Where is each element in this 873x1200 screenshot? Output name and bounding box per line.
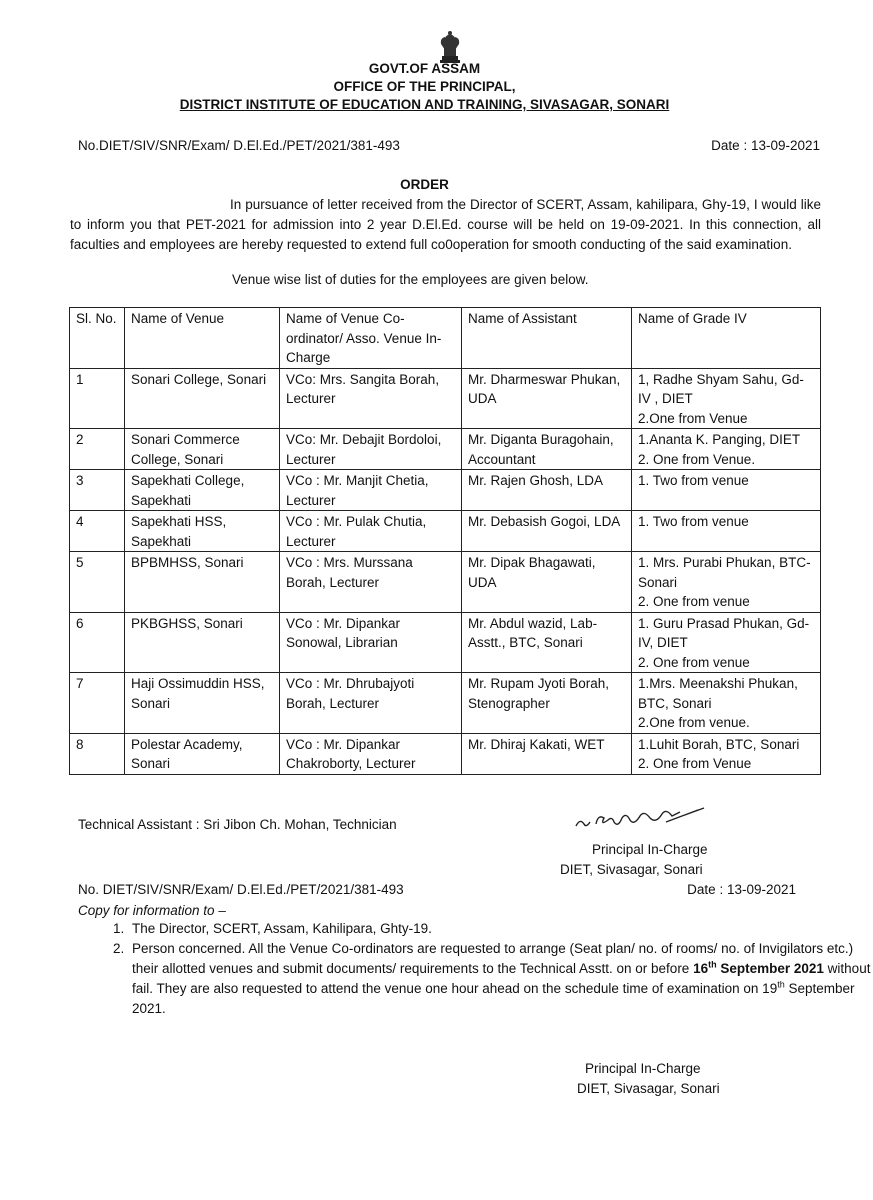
- copy-intro: Copy for information to –: [78, 903, 226, 918]
- cell-assistant: Mr. Rajen Ghosh, LDA: [462, 470, 632, 511]
- table-header-row: [70, 308, 821, 369]
- deadline-day: 16: [693, 961, 709, 976]
- header-coordinator: Name of Venue Co-ordinator/ Asso. Venue In-Charge: [280, 308, 462, 369]
- copy-item: [128, 939, 873, 1019]
- cell-grade4: [632, 470, 821, 511]
- copy-reference-number: No. DIET/SIV/SNR/Exam/ D.El.Ed./PET/2021/381-493: [78, 882, 404, 897]
- header-govt: GOVT.OF ASSAM: [368, 61, 481, 76]
- cell-assistant: Mr. Debasish Gogoi, LDA: [462, 511, 632, 552]
- cell-venue: Polestar Academy, Sonari: [125, 733, 280, 774]
- cell-coordinator: VCo: Mr. Debajit Bordoloi, Lecturer: [280, 429, 462, 470]
- deadline-month: September 2021: [716, 961, 824, 976]
- cell-venue: Sapekhati HSS, Sapekhati: [125, 511, 280, 552]
- copy-item-2-text-a: Person concerned. All the Venue Co-ordinators are requested to arrange (Seat plan/ no. of rooms/ no. of Invigilators etc.) their allotted venues and submit documents/ requirements to the Technical Asstt. on or before: [132, 941, 854, 976]
- grade4-line: 1. Guru Prasad Phukan, Gd-IV, DIET: [638, 615, 810, 650]
- cell-assistant: Mr. Dhiraj Kakati, WET: [462, 733, 632, 774]
- cell-assistant: Mr. Diganta Buragohain, Accountant: [462, 429, 632, 470]
- copy-item-1-text: The Director, SCERT, Assam, Kahilipara, Ghty-19.: [132, 921, 432, 936]
- cell-coordinator: VCo : Mr. Dipankar Chakroborty, Lecturer: [280, 733, 462, 774]
- cell-venue: Sapekhati College, Sapekhati: [125, 470, 280, 511]
- grade4-line: 1.Ananta K. Panging, DIET: [638, 432, 801, 447]
- copy-reference-date: Date : 13-09-2021: [687, 882, 796, 897]
- reference-line: [78, 138, 820, 153]
- cell-sl: 4: [70, 511, 125, 552]
- grade4-line: 2. One from Venue.: [638, 451, 756, 467]
- exam-date-suffix: th: [777, 979, 785, 990]
- grade4-line: 2. One from venue: [638, 654, 750, 670]
- signature-2-office: DIET, Sivasagar, Sonari: [577, 1081, 720, 1096]
- copy-reference-line: [78, 882, 796, 897]
- cell-coordinator: VCo: Mrs. Sangita Borah, Lecturer: [280, 368, 462, 429]
- cell-venue: BPBMHSS, Sonari: [125, 552, 280, 613]
- cell-venue: Sonari Commerce College, Sonari: [125, 429, 280, 470]
- signature-2-title: Principal In-Charge: [585, 1061, 701, 1076]
- table-row: [70, 429, 821, 470]
- grade4-line: 2.One from venue.: [638, 715, 750, 730]
- signature-block-1: [560, 840, 708, 880]
- cell-grade4: [632, 673, 821, 734]
- grade4-line: 1.Mrs. Meenakshi Phukan, BTC, Sonari: [638, 676, 798, 711]
- header-sl: Sl. No.: [70, 308, 125, 369]
- cell-grade4: [632, 552, 821, 613]
- grade4-line: 2.One from Venue: [638, 410, 748, 426]
- copy-item-2-text-c: September 2021.: [132, 981, 855, 1016]
- reference-date: Date : 13-09-2021: [711, 138, 820, 153]
- cell-venue: PKBGHSS, Sonari: [125, 612, 280, 673]
- cell-sl: 8: [70, 733, 125, 774]
- copy-item-2-text-b: without fail. They are also requested to attend the venue one hour ahead on the schedule time of examination on 19: [132, 961, 871, 996]
- cell-coordinator: VCo : Mr. Pulak Chutia, Lecturer: [280, 511, 462, 552]
- duties-table: [69, 307, 821, 775]
- technical-assistant: Technical Assistant : Sri Jibon Ch. Mohan, Technician: [78, 817, 397, 832]
- cell-grade4: [632, 429, 821, 470]
- cell-sl: 5: [70, 552, 125, 613]
- cell-coordinator: VCo : Mr. Manjit Chetia, Lecturer: [280, 470, 462, 511]
- letterhead: [0, 60, 849, 114]
- cell-sl: 7: [70, 673, 125, 734]
- venue-intro: Venue wise list of duties for the employees are given below.: [232, 272, 589, 287]
- grade4-line: 1. Two from venue: [638, 514, 749, 529]
- state-emblem-icon: [436, 30, 464, 64]
- grade4-line: 2. One from Venue: [638, 756, 752, 771]
- grade4-line: 1. Mrs. Purabi Phukan, BTC-Sonari: [638, 555, 811, 590]
- signature-1-title: Principal In-Charge: [592, 842, 708, 857]
- cell-assistant: Mr. Rupam Jyoti Borah, Stenographer: [462, 673, 632, 734]
- cell-grade4: [632, 612, 821, 673]
- grade4-line: 1.Luhit Borah, BTC, Sonari: [638, 736, 800, 752]
- header-office: OFFICE OF THE PRINCIPAL,: [333, 79, 516, 94]
- cell-grade4: [632, 511, 821, 552]
- grade4-line: 2. One from venue: [638, 594, 750, 609]
- cell-assistant: Mr. Dipak Bhagawati, UDA: [462, 552, 632, 613]
- grade4-line: 1, Radhe Shyam Sahu, Gd-IV , DIET: [638, 371, 804, 406]
- cell-grade4: [632, 733, 821, 774]
- cell-coordinator: VCo : Mr. Dipankar Sonowal, Librarian: [280, 612, 462, 673]
- table-row: [70, 612, 821, 673]
- header-grade4: Name of Grade IV: [632, 308, 821, 369]
- cell-sl: 2: [70, 429, 125, 470]
- deadline-suffix: th: [708, 959, 717, 970]
- cell-sl: 6: [70, 612, 125, 673]
- reference-number: No.DIET/SIV/SNR/Exam/ D.El.Ed./PET/2021/381-493: [78, 138, 400, 153]
- copy-item: [128, 919, 873, 939]
- cell-venue: Haji Ossimuddin HSS, Sonari: [125, 673, 280, 734]
- header-assistant: Name of Assistant: [462, 308, 632, 369]
- header-venue: Name of Venue: [125, 308, 280, 369]
- order-body: [70, 195, 821, 255]
- table-row: [70, 552, 821, 613]
- table-row: [70, 733, 821, 774]
- cell-coordinator: VCo : Mrs. Murssana Borah, Lecturer: [280, 552, 462, 613]
- order-title: ORDER: [400, 177, 449, 192]
- signature-1-office: DIET, Sivasagar, Sonari: [560, 862, 703, 877]
- cell-coordinator: VCo : Mr. Dhrubajyoti Borah, Lecturer: [280, 673, 462, 734]
- cell-assistant: Mr. Abdul wazid, Lab-Asstt., BTC, Sonari: [462, 612, 632, 673]
- signature-block-2: [577, 1059, 720, 1099]
- header-institute: DISTRICT INSTITUTE OF EDUCATION AND TRAINING, SIVASAGAR, SONARI: [179, 97, 670, 112]
- handwritten-signature: [570, 800, 710, 836]
- table-row: [70, 673, 821, 734]
- table-row: [70, 511, 821, 552]
- cell-sl: 3: [70, 470, 125, 511]
- table-row: [70, 470, 821, 511]
- copy-list: [78, 919, 873, 1019]
- cell-assistant: Mr. Dharmeswar Phukan, UDA: [462, 368, 632, 429]
- cell-sl: 1: [70, 368, 125, 429]
- deadline-date: [693, 961, 824, 976]
- grade4-line: 1. Two from venue: [638, 473, 749, 488]
- order-body-text: In pursuance of letter received from the Director of SCERT, Assam, kahilipara, Ghy-19, I would like to inform you that PET-2021 for admission into 2 year D.El.Ed. course will be held on 19-09-2021. In this connection, all faculties and employees are hereby requested to extend full co0operation for smooth conducting of the said examination.: [70, 197, 821, 252]
- table-row: [70, 368, 821, 429]
- cell-grade4: [632, 368, 821, 429]
- cell-venue: Sonari College, Sonari: [125, 368, 280, 429]
